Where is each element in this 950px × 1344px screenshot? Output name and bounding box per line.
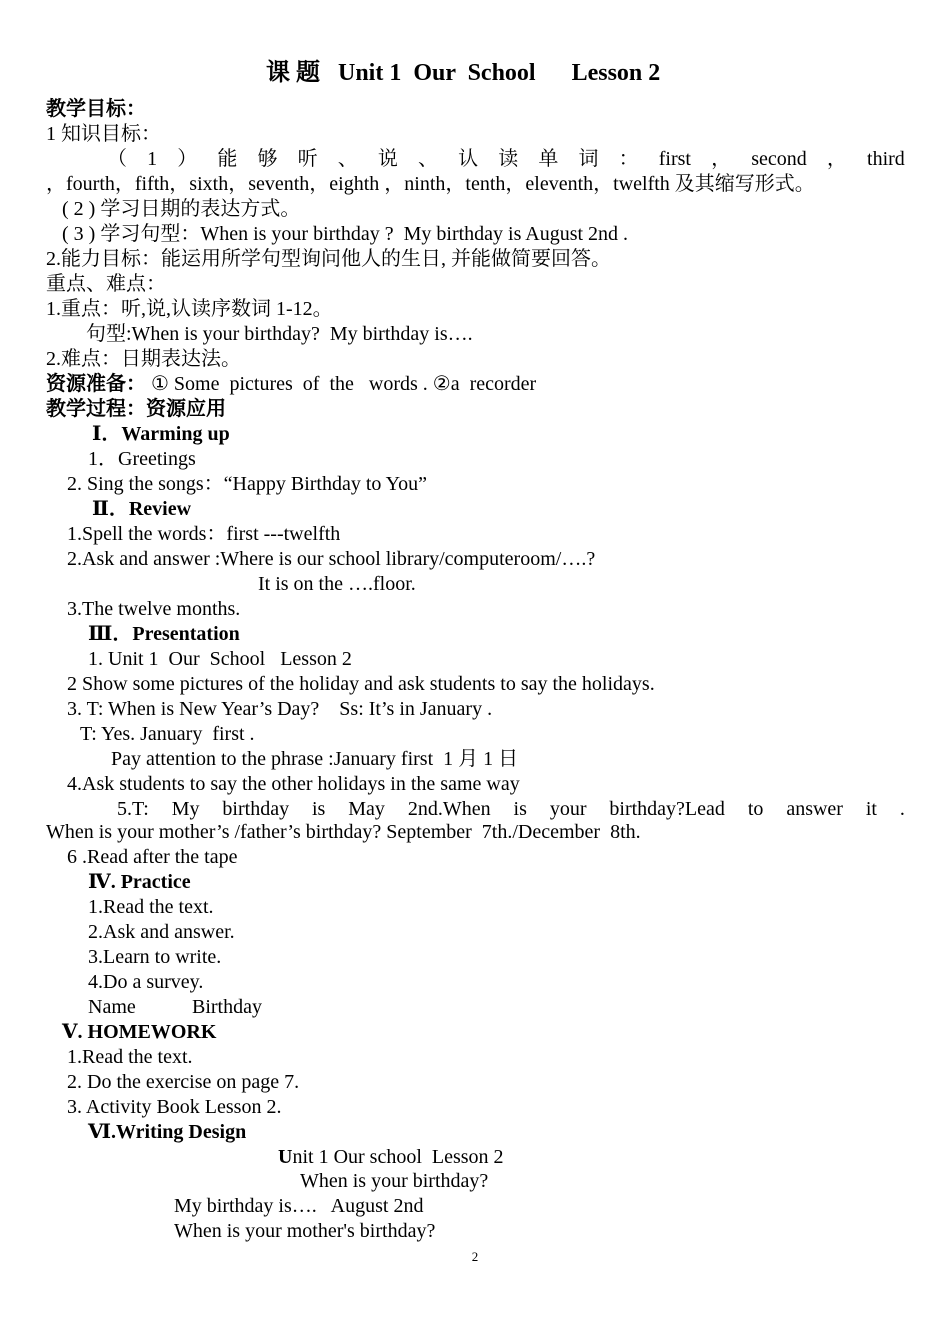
token: first [658, 148, 691, 170]
first-letter: U [278, 1146, 293, 1168]
review-item-3: 3.The twelve months. [67, 598, 241, 620]
token: 5.T: [117, 798, 149, 820]
token: to [747, 798, 764, 820]
token: 词 [578, 148, 599, 170]
presentation-item-4: 4.Ask students to say the other holidays in the same way [67, 773, 520, 795]
homework-item-1: 1.Read the text. [67, 1046, 193, 1068]
token: it [865, 798, 877, 820]
key-points-heading: 重点、难点： [46, 273, 166, 295]
lesson-title: 课 题 Unit 1 Our School Lesson 2 [266, 60, 661, 86]
presentation-item-3-teacher: T: Yes. January first . [80, 723, 255, 745]
presentation-item-5 [117, 797, 905, 822]
key-point-pattern: 句型:When is your birthday? My birthday is…. [86, 323, 473, 345]
warming-up-item-1: 1．Greetings [88, 448, 196, 470]
token: third [867, 148, 905, 170]
practice-item-4: 4.Do a survey. [88, 971, 204, 993]
token: 2nd.When [407, 798, 491, 820]
knowledge-item-1-continued: ，fourth，fifth，sixth，seventh，eighth ，ninth，tenth，eleventh，twelfth 及其缩写形式。 [46, 173, 815, 195]
homework-heading: Ⅴ. HOMEWORK [62, 1021, 217, 1043]
line-1-rest: nit 1 Our school Lesson 2 [292, 1146, 504, 1168]
token: birthday?Lead [609, 798, 725, 820]
homework-item-2: 2. Do the exercise on page 7. [67, 1071, 300, 1093]
ability-objective: 2.能力目标：能运用所学句型询问他人的生日, 并能做简要回答。 [46, 248, 611, 270]
review-item-1: 1.Spell the words：first ---twelfth [67, 523, 341, 545]
warming-up-item-2: 2. Sing the songs：“Happy Birthday to You” [67, 473, 427, 495]
token: ） [177, 148, 198, 170]
homework-item-3: 3. Activity Book Lesson 2. [67, 1096, 282, 1118]
survey-col-birthday: Birthday [192, 996, 262, 1018]
practice-heading: Ⅳ. Practice [88, 871, 191, 893]
objectives-heading: 教学目标： [46, 98, 146, 120]
page-number: 2 [471, 1249, 479, 1264]
token: 、 [418, 148, 438, 170]
knowledge-item-3: ( 3 ) 学习句型：When is your birthday ? My birthday is August 2nd . [62, 223, 629, 245]
token: birthday [222, 798, 290, 820]
writing-design-line-2: When is your birthday? [300, 1170, 489, 1192]
token: My [171, 798, 200, 820]
token: ： [618, 148, 639, 170]
survey-col-name: Name [88, 996, 136, 1018]
token: 说 [377, 148, 398, 170]
presentation-item-1: 1. Unit 1 Our School Lesson 2 [88, 648, 352, 670]
resources-text: ① Some pictures of the words . ②a recorder [146, 373, 537, 395]
token: ， [711, 148, 732, 170]
review-heading: Ⅱ．Review [92, 498, 192, 520]
process-heading: 教学过程：资源应用 [46, 398, 226, 420]
token: is [513, 798, 527, 820]
token: is [312, 798, 326, 820]
token: 能 [217, 148, 238, 170]
token: 、 [337, 148, 358, 170]
key-point-1: 1.重点：听,说,认读序数词 1-12。 [46, 298, 333, 320]
writing-design-line-4: When is your mother's birthday? [174, 1220, 436, 1242]
practice-item-2: 2.Ask and answer. [88, 921, 235, 943]
knowledge-objective-label: 1 知识目标： [46, 123, 161, 145]
token: your [549, 798, 587, 820]
token: 够 [257, 148, 278, 170]
presentation-heading: Ⅲ．Presentation [88, 623, 240, 645]
writing-design-heading: Ⅵ.Writing Design [88, 1121, 247, 1143]
warming-up-heading: Ⅰ．Warming up [92, 423, 230, 445]
writing-design-line-1 [278, 1145, 504, 1170]
difficulty-point: 2.难点：日期表达法。 [46, 348, 241, 370]
practice-item-1: 1.Read the text. [88, 896, 214, 918]
writing-design-line-3: My birthday is…. August 2nd [174, 1195, 424, 1217]
token: 单 [538, 148, 559, 170]
token: answer [786, 798, 843, 820]
token: 读 [498, 148, 519, 170]
presentation-item-3-note: Pay attention to the phrase :January first 1 月 1 日 [111, 748, 519, 770]
presentation-item-6: 6 .Read after the tape [67, 846, 238, 868]
token: 1 [147, 148, 158, 170]
token: second [751, 148, 807, 170]
token: （ [107, 148, 127, 170]
token: May [348, 798, 385, 820]
token: 认 [458, 148, 479, 170]
token: ， [826, 148, 847, 170]
knowledge-item-2: ( 2 ) 学习日期的表达方式。 [62, 198, 301, 220]
review-item-2-answer: It is on the ….floor. [258, 573, 416, 595]
token: . [899, 798, 905, 820]
presentation-item-3: 3. T: When is New Year’s Day? Ss: It’s in January . [67, 698, 493, 720]
presentation-item-5-continued: When is your mother’s /father’s birthday? September 7th./December 8th. [46, 821, 641, 843]
practice-item-3: 3.Learn to write. [88, 946, 222, 968]
knowledge-item-1 [107, 147, 905, 172]
token: 听 [297, 148, 318, 170]
resources-label: 资源准备： [46, 373, 146, 395]
resources-line [46, 372, 536, 397]
presentation-item-2: 2 Show some pictures of the holiday and ask students to say the holidays. [67, 673, 655, 695]
review-item-2: 2.Ask and answer :Where is our school library/computeroom/….? [67, 548, 596, 570]
